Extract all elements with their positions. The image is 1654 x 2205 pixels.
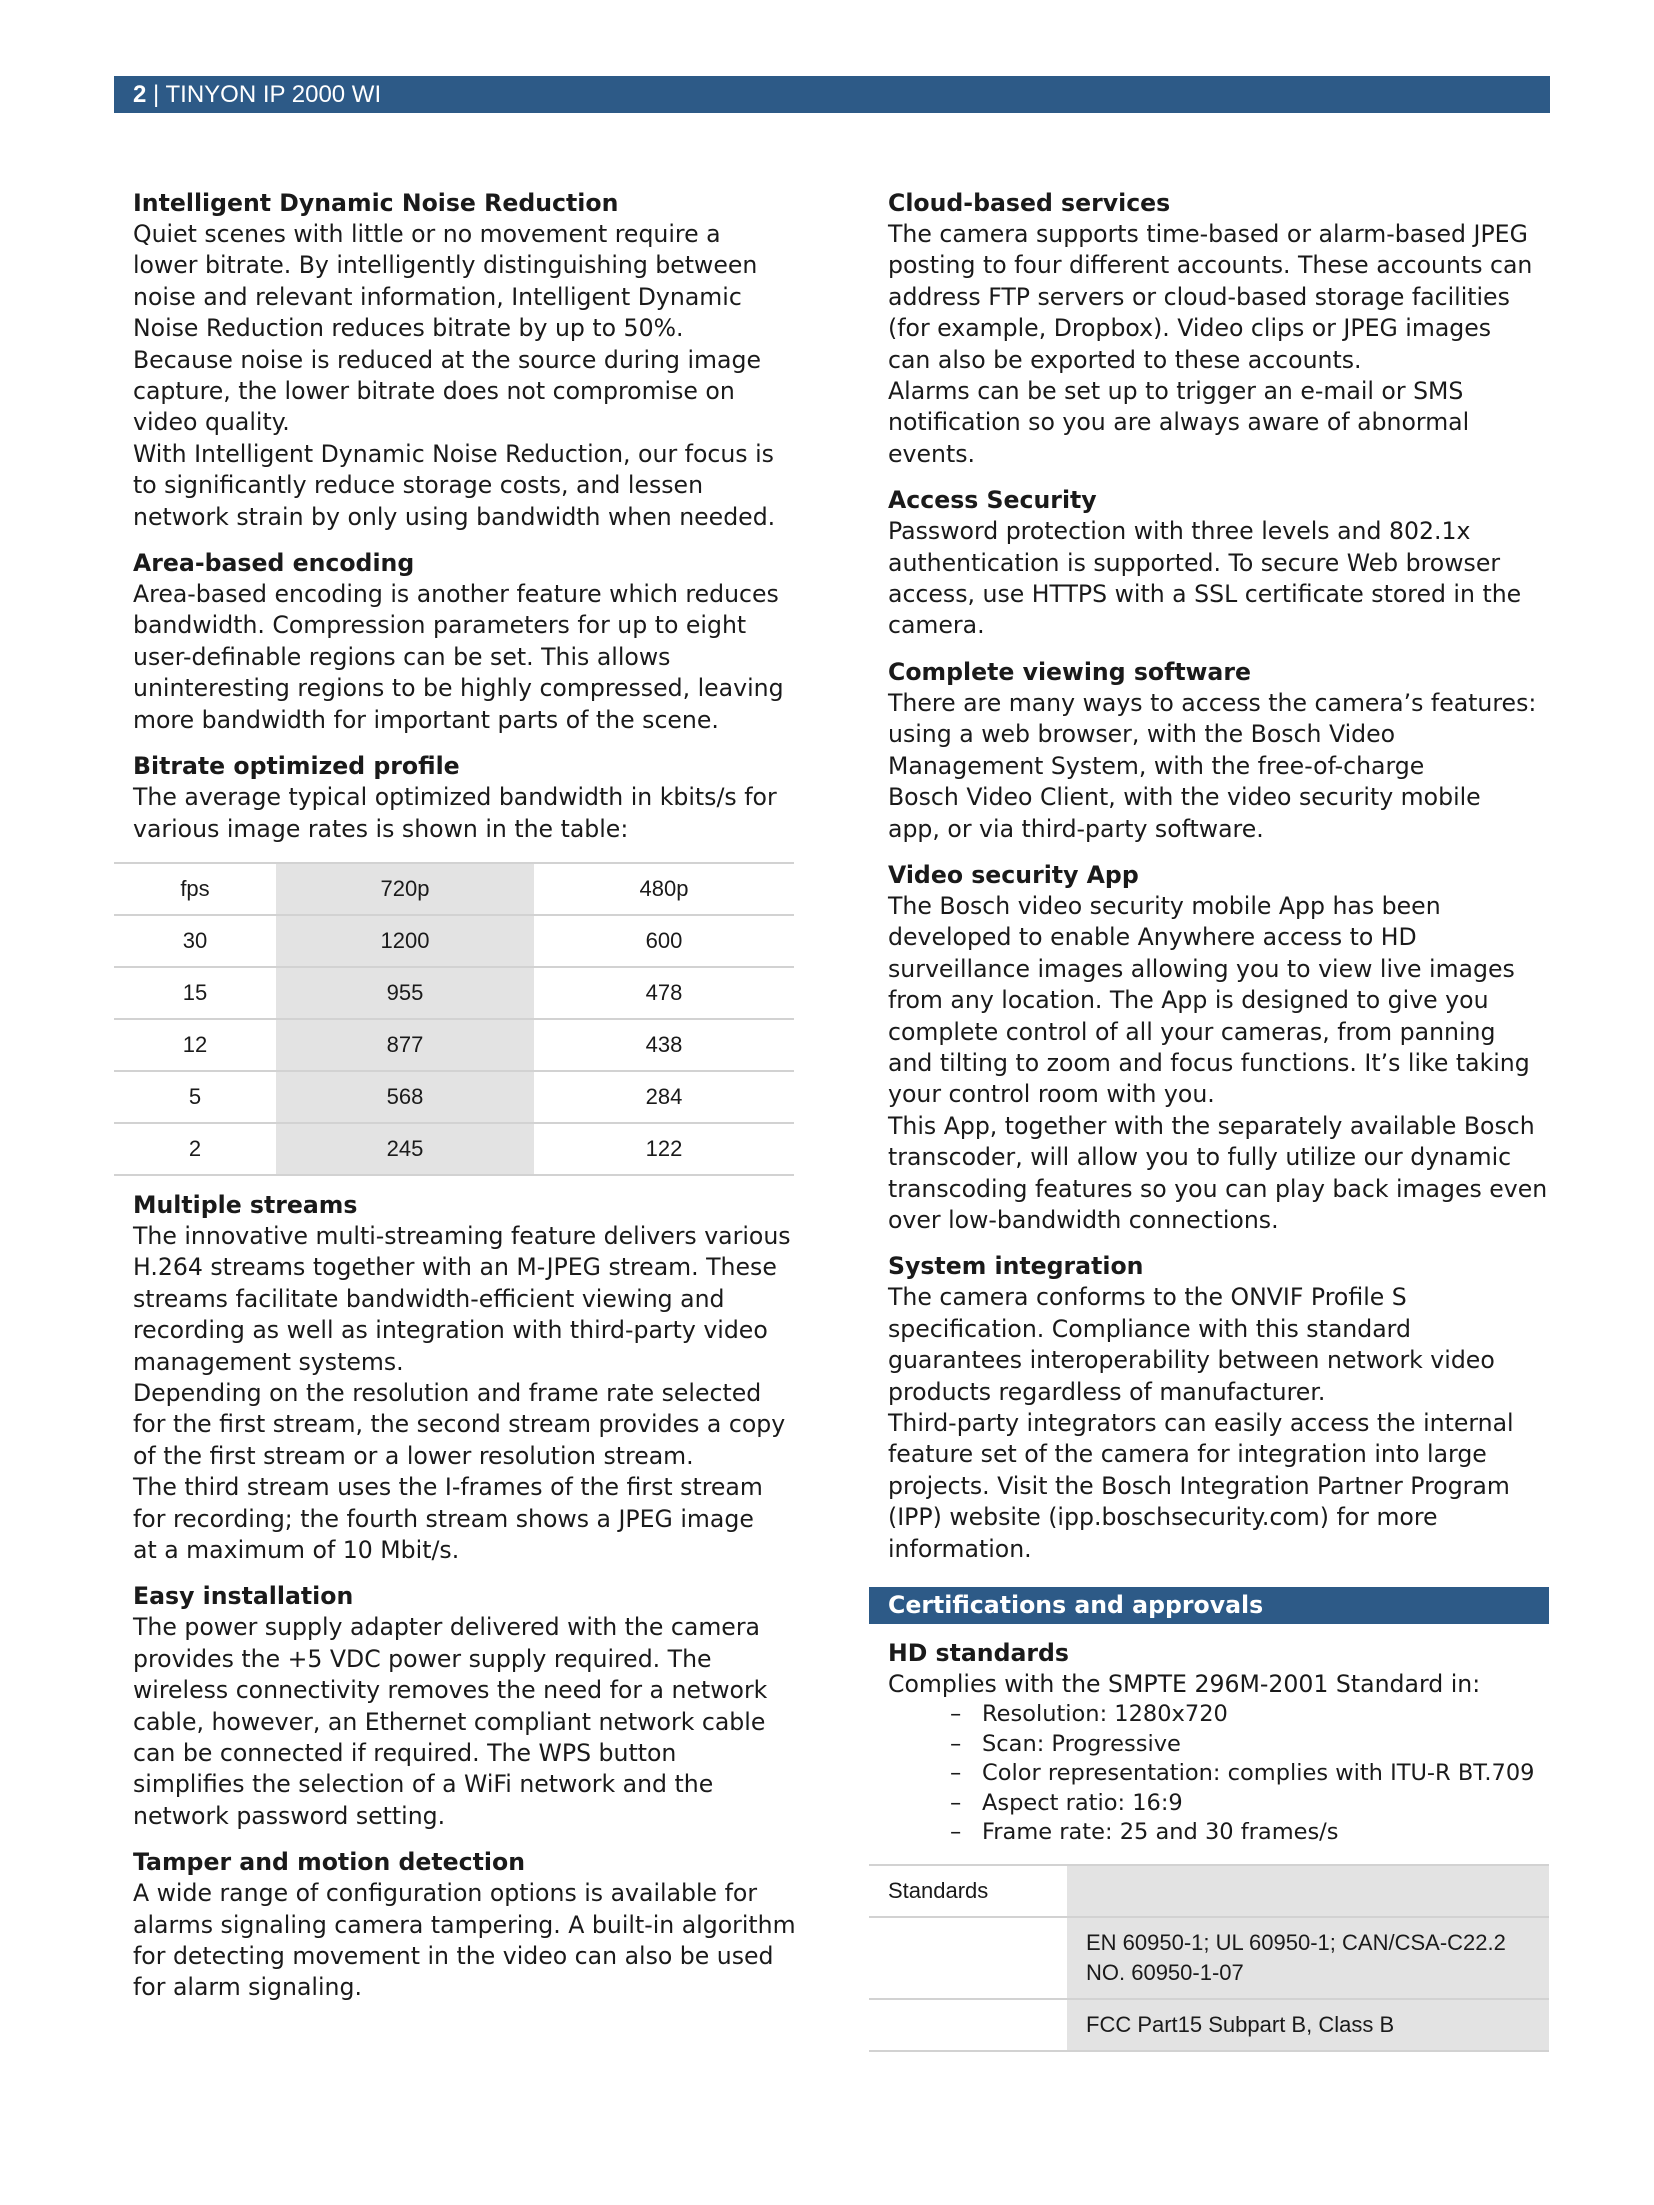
section-multiple-streams [133,1190,813,1566]
bitrate-table [114,862,794,1176]
table-row [869,1999,1549,2051]
section-video-security-app [888,860,1568,1236]
section-body: The power supply adapter delivered with the camera provides the +5 VDC power supply required. The wireless connectivity removes the need for a network cable, however, an Ethernet compliant network cable can be connected if required. The WPS button simplifies the selection of a WiFi network and the network password setting. [133,1613,768,1830]
table-cell: 5 [114,1071,276,1123]
section-system-integration [888,1251,1568,1565]
table-row [114,1019,794,1071]
standards-table [869,1864,1549,2052]
column-header-480p: 480p [534,863,794,915]
table-cell: 284 [534,1071,794,1123]
table-cell: 122 [534,1123,794,1175]
table-row [114,915,794,967]
table-cell: 30 [114,915,276,967]
section-heading: Multiple streams [133,1190,358,1219]
section-area-encoding [133,548,813,736]
section-body: A wide range of configuration options is available for alarms signaling camera tampering. A built-in algorithm for detecting movement in the video can also be used for alarm signaling. [133,1879,796,2002]
standards-value: EN 60950-1; UL 60950-1; CAN/CSA-C22.2 NO. 60950-1-07 [1067,1917,1549,1999]
table-cell: 877 [276,1019,534,1071]
list-item: – Resolution: 1280x720 [950,1700,1568,1730]
section-heading: Video security App [888,860,1139,889]
list-item: – Color representation: complies with ITU-R BT.709 [950,1759,1568,1789]
table-cell: 12 [114,1019,276,1071]
table-row [114,967,794,1019]
table-cell: 2 [114,1123,276,1175]
section-body: There are many ways to access the camera’s features: using a web browser, with the Bosch Video Management System, with the free-of-charge Bosch Video Client, with the video security mobile app, or via third-party software. [888,688,1537,843]
table-cell: 568 [276,1071,534,1123]
left-column [133,188,813,2019]
list-item: – Aspect ratio: 16:9 [950,1789,1568,1819]
section-hd-standards [888,1638,1568,1700]
section-cloud-services [888,188,1568,470]
document-title: TINYON IP 2000 WI [165,81,382,108]
table-cell: 478 [534,967,794,1019]
table-row [114,1123,794,1175]
hd-standards-list [888,1700,1568,1848]
column-header-720p: 720p [276,863,534,915]
table-header-row [114,863,794,915]
section-bitrate-profile [133,751,813,845]
section-body: Area-based encoding is another feature which reduces bandwidth. Compression parameters for up to eight user-definable regions can be set. This allows uninteresting regions to be highly compressed, leaving more bandwidth for important parts of the scene. [133,580,784,734]
section-heading: Cloud-based services [888,189,1171,217]
table-cell: 15 [114,967,276,1019]
section-heading: Easy installation [133,1582,354,1611]
section-heading: Bitrate optimized profile [133,752,460,781]
section-body: Password protection with three levels and 802.1x authentication is supported. To secure Web browser access, use HTTPS with a SSL certificate stored in the camera. [888,517,1522,640]
list-item: – Frame rate: 25 and 30 frames/s [950,1818,1568,1848]
table-cell [1067,1865,1549,1917]
section-body: The camera supports time-based or alarm-based JPEG posting to four different accounts. These accounts can address FTP servers or cloud-based storage facilities (for example, Dropbox). Video clips or JPEG images can also be exported to these accounts. Alarms can be set up to trigger an e-mail or SMS notification so you are always aware of abnormal events. [888,220,1533,468]
standards-value: FCC Part15 Subpart B, Class B [1067,1999,1549,2051]
table-cell [869,1999,1067,2051]
table-row [114,1071,794,1123]
table-cell: 438 [534,1019,794,1071]
table-cell: 1200 [276,915,534,967]
section-viewing-software [888,657,1568,845]
page-number: 2 [133,81,147,108]
section-heading: Tamper and motion detection [133,1848,526,1877]
section-heading: Area-based encoding [133,549,415,578]
section-heading: Intelligent Dynamic Noise Reduction [133,189,619,217]
table-cell: 955 [276,967,534,1019]
table-row [869,1917,1549,1999]
right-column [888,188,1568,2052]
section-body: The Bosch video security mobile App has been developed to enable Anywhere access to HD surveillance images allowing you to view live images from any location. The App is designed to give you complete control of all your cameras, from panning and tilting to zoom and focus functions. It’s like taking your control room with you. This App, together with the separately available Bosch transcoder, will allow you to fully utilize our dynamic transcoding features so you can play back images even over low-bandwidth connections. [888,891,1548,1234]
section-body: The camera conforms to the ONVIF Profile S specification. Compliance with this standard guarantees interoperability between network video products regardless of manufacturer. Third-party integrators can easily access the internal feature set of the camera for integration into large projects. Visit the Bosch Integration Partner Program (IPP) website (ipp.boschsecurity.com) for more information. [888,1283,1514,1563]
section-body: Complies with the SMPTE 296M-2001 Standard in: [888,1670,1481,1699]
table-cell [869,1917,1067,1999]
column-header-fps: fps [114,863,276,915]
page-header: 2 | TINYON IP 2000 WI [114,76,1550,113]
section-body: The innovative multi-streaming feature delivers various H.264 streams together with an M-JPEG stream. These streams facilitate bandwidth-efficient viewing and recording as well as integration with third-party video management systems. Depending on the resolution and frame rate selected for the first stream, the second stream provides a copy of the first stream or a lower resolution stream. The third stream uses the I-frames of the first stream for recording; the fourth stream shows a JPEG image at a maximum of 10 Mbit/s. [133,1221,791,1564]
section-easy-installation [133,1581,813,1832]
certifications-heading-bar: Certifications and approvals [869,1587,1549,1624]
section-heading: HD standards [888,1639,1069,1668]
table-cell: 600 [534,915,794,967]
table-row [869,1865,1549,1917]
section-heading: Access Security [888,486,1097,515]
section-tamper-detection [133,1847,813,2004]
section-body: Quiet scenes with little or no movement require a lower bitrate. By intelligently distinguishing between noise and relevant information, Intelligent Dynamic Noise Reduction reduces bitrate by up to 50%. Because noise is reduced at the source during image capture, the lower bitrate does not compromise on video quality. With Intelligent Dynamic Noise Reduction, our focus is to significantly reduce storage costs, and lessen network strain by only using bandwidth when needed. [133,220,776,531]
table-cell: 245 [276,1123,534,1175]
section-noise-reduction [133,188,813,533]
section-heading: System integration [888,1252,1144,1281]
section-access-security [888,485,1568,642]
standards-label: Standards [869,1865,1067,1917]
list-item: – Scan: Progressive [950,1730,1568,1760]
section-body: The average typical optimized bandwidth in kbits/s for various image rates is shown in the table: [133,783,777,843]
section-heading: Complete viewing software [888,657,1251,686]
